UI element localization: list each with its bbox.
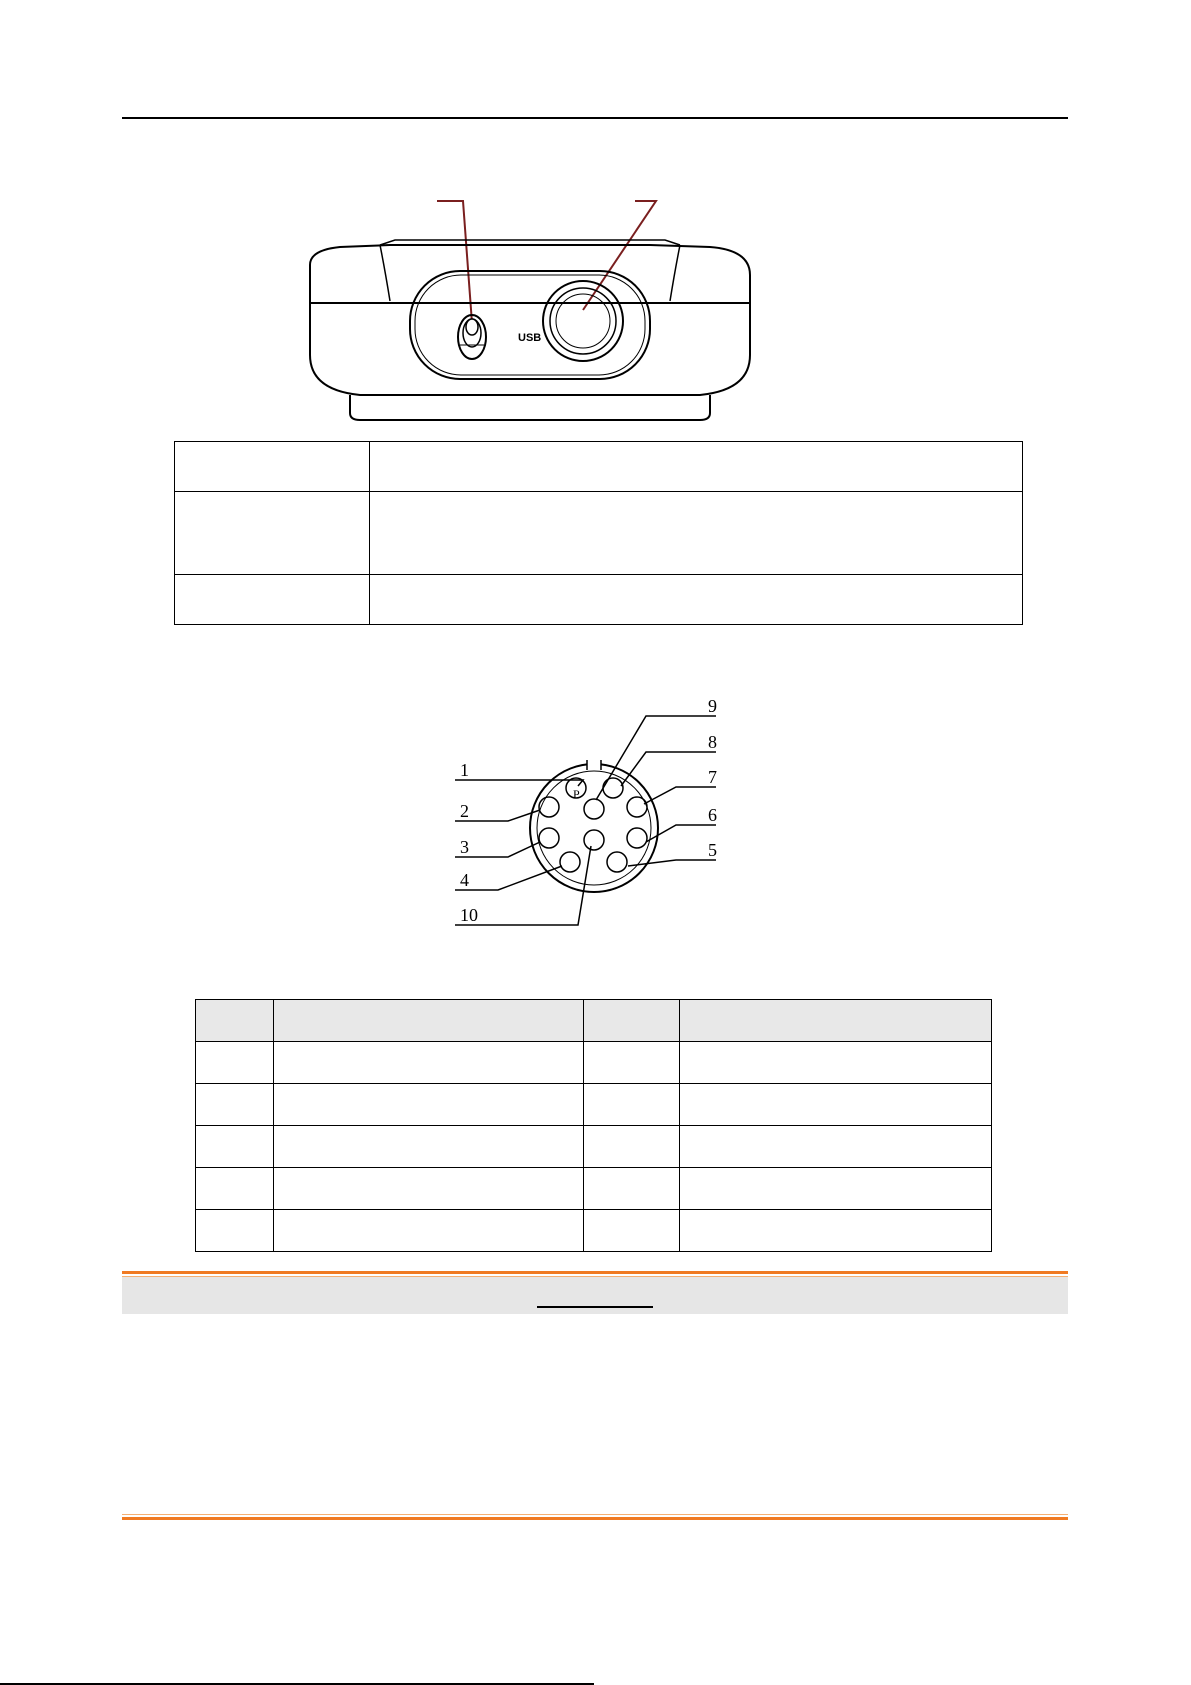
table-row (175, 575, 1023, 625)
cell (680, 1126, 992, 1168)
table-row (196, 1084, 992, 1126)
cell (274, 1042, 584, 1084)
cell (274, 1126, 584, 1168)
header-cell-signal-2 (680, 1000, 992, 1042)
note-title-underline (537, 1306, 653, 1308)
header-cell-pin (196, 1000, 274, 1042)
interface-name-cell (175, 442, 370, 492)
pin-label-1: 1 (460, 760, 469, 780)
small-jack-icon (458, 315, 486, 359)
cell (274, 1168, 584, 1210)
key-marker: P (573, 787, 580, 801)
cell (584, 1084, 680, 1126)
cell (584, 1126, 680, 1168)
note-top-rule (122, 1271, 1068, 1274)
cell (680, 1042, 992, 1084)
pin-label-2: 2 (460, 801, 469, 821)
table-row (175, 492, 1023, 575)
pin-label-3: 3 (460, 837, 469, 857)
connector-pinout-figure (428, 690, 768, 945)
pin-label-9: 9 (708, 696, 717, 716)
note-body (122, 1320, 1068, 1510)
interface-description-cell (370, 442, 1023, 492)
interface-description-cell (370, 575, 1023, 625)
table-row (196, 1042, 992, 1084)
cell (196, 1084, 274, 1126)
device-side-view-figure (300, 195, 760, 425)
pin-label-8: 8 (708, 732, 717, 752)
table-row (196, 1168, 992, 1210)
note-bottom-rule-thin (122, 1514, 1068, 1515)
pin-label-10: 10 (460, 905, 478, 925)
cell (196, 1168, 274, 1210)
table-row (196, 1210, 992, 1252)
note-header-band (122, 1277, 1068, 1314)
cell (274, 1084, 584, 1126)
pin-label-4: 4 (460, 870, 469, 890)
cell (680, 1210, 992, 1252)
leader-line-right (583, 201, 656, 310)
pin-label-6: 6 (708, 805, 717, 825)
interface-name-cell (175, 575, 370, 625)
round-connector-icon (543, 281, 623, 361)
pin-table-header (196, 1000, 992, 1042)
table-row (196, 1126, 992, 1168)
note-bottom-rule (122, 1517, 1068, 1520)
cell (584, 1210, 680, 1252)
pin-table (195, 999, 992, 1252)
cell (680, 1084, 992, 1126)
interface-description-cell (370, 492, 1023, 575)
header-rule (122, 117, 1068, 119)
cell (584, 1168, 680, 1210)
header-cell-signal (274, 1000, 584, 1042)
leader-line-left (437, 201, 472, 323)
cell (196, 1042, 274, 1084)
cell (274, 1210, 584, 1252)
cell (196, 1126, 274, 1168)
cell (680, 1168, 992, 1210)
header-cell-pin-2 (584, 1000, 680, 1042)
pin-label-5: 5 (708, 840, 717, 860)
interface-name-cell (175, 492, 370, 575)
cell (584, 1042, 680, 1084)
usb-label: USB (518, 332, 542, 344)
interface-table (174, 441, 1023, 625)
cell (196, 1210, 274, 1252)
table-row (175, 442, 1023, 492)
pin-label-7: 7 (708, 767, 717, 787)
